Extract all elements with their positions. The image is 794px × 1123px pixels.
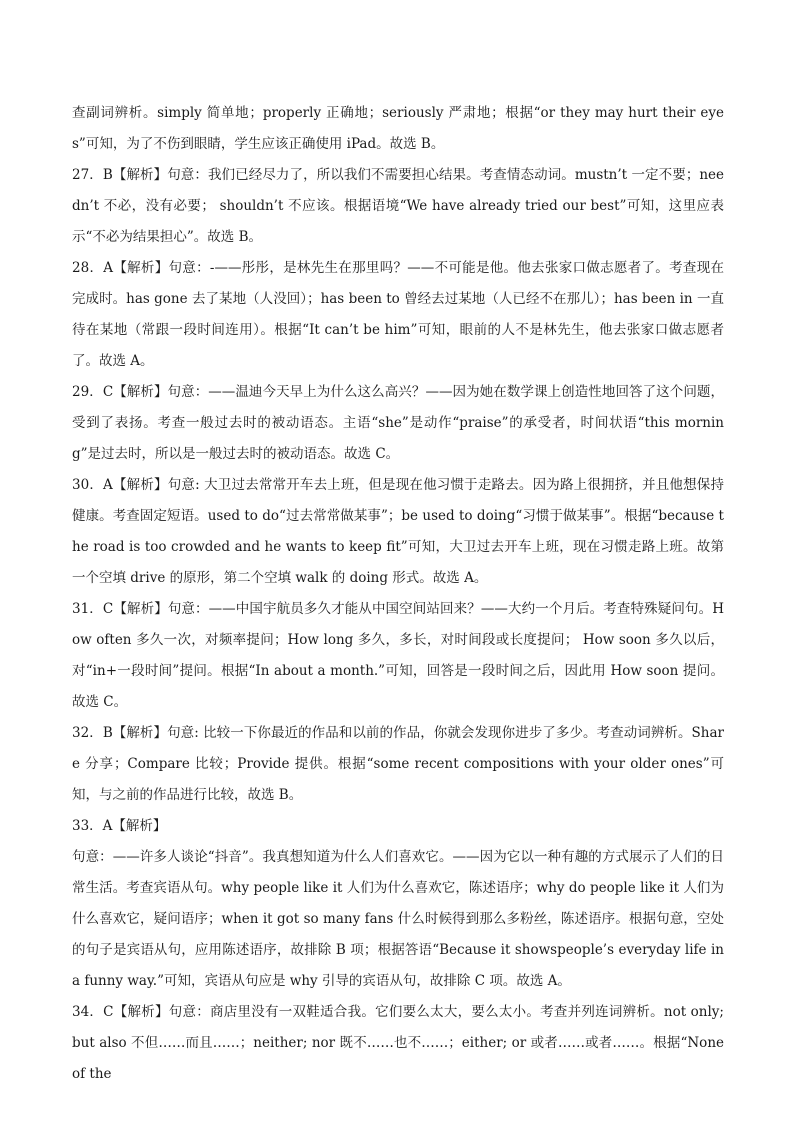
paragraph-answer-28: 28．A【解析】句意：-——彤彤，是林先生在那里吗？——不可能是他。他去张家口做志愿者了。考查现在完成时。has gone 去了某地（人没回）；has been to 曾经去过某地（人已经不在那儿）；has been in 一直待在某地（常跟一段时间连用）。根据“It can’t be him”可知，眼前的人不是林先生，他去张家口做志愿者了。故选 A。	[72, 260, 724, 369]
paragraph-answer-33-body: 句意：——许多人谈论“抖音”。我真想知道为什么人们喜欢它。——因为它以一种有趣的方式展示了人们的日常生活。考查宾语从句。why people like it 人们为什么喜欢它，陈述语序；why do people like it 人们为什么喜欢它，疑问语序；when it got so many fans 什么时候得到那么多粉丝，陈述语序。根据句意，空处的句子是宾语从句，应用陈述语序，故排除 B 项；根据答语“Because it showspeople’s everyday life in a funny way.”可知，宾语从句应是 why 引导的宾语从句，故排除 C 项。故选 A。	[72, 849, 724, 989]
paragraph-answer-27: 27．B【解析】句意：我们已经尽力了，所以我们不需要担心结果。考查情态动词。mustn’t 一定不要；needn’t 不必，没有必要； shouldn’t 不应该。根据语境“We have already tried our best”可知，这里应表示“不必为结果担心”。故选 B。	[72, 167, 724, 245]
paragraph-answer-33-heading: 33．A【解析】	[72, 818, 167, 834]
paragraph-continuation-26: 查副词辨析。simply 简单地；properly 正确地；seriously 严肃地；根据“or they may hurt their eyes”可知，为了不伤到眼睛，学生应该正确使用 iPad。故选 B。	[72, 105, 724, 152]
answer-explanations	[72, 98, 724, 1090]
paragraph-answer-34: 34．C【解析】句意：商店里没有一双鞋适合我。它们要么太大，要么太小。考查并列连词辨析。not only; but also 不但……而且……；neither; nor 既不……也不……；either; or 或者……或者……。根据“None of the	[72, 1004, 724, 1082]
paragraph-answer-30: 30．A【解析】句意: 大卫过去常常开车去上班，但是现在他习惯于走路去。因为路上很拥挤，并且他想保持健康。考查固定短语。used to do“过去常常做某事”；be used to doing“习惯于做某事”。根据“because the road is too crowded and he wants to keep fit”可知，大卫过去开车上班，现在习惯走路上班。故第一个空填 drive 的原形，第二个空填 walk 的 doing 形式。故选 A。	[72, 477, 724, 586]
paragraph-answer-29: 29．C【解析】句意：——温迪今天早上为什么这么高兴？——因为她在数学课上创造性地回答了这个问题，受到了表扬。考查一般过去时的被动语态。主语“she”是动作“praise”的承受者，时间状语“this morning”是过去时，所以是一般过去时的被动语态。故选 C。	[72, 384, 724, 462]
paragraph-answer-32: 32．B【解析】句意: 比较一下你最近的作品和以前的作品，你就会发现你进步了多少。考查动词辨析。Share 分享；Compare 比较；Provide 提供。根据“some recent compositions with your older ones”可知，与之前的作品进行比较，故选 B。	[72, 725, 724, 803]
paragraph-answer-31: 31．C【解析】句意：——中国宇航员多久才能从中国空间站回来？——大约一个月后。考查特殊疑问句。How often 多久一次，对频率提问；How long 多久，多长，对时间段或长度提问； How soon 多久以后，对“in+一段时间”提问。根据“In about a month.”可知，回答是一段时间之后，因此用 How soon 提问。故选 C。	[72, 601, 724, 710]
